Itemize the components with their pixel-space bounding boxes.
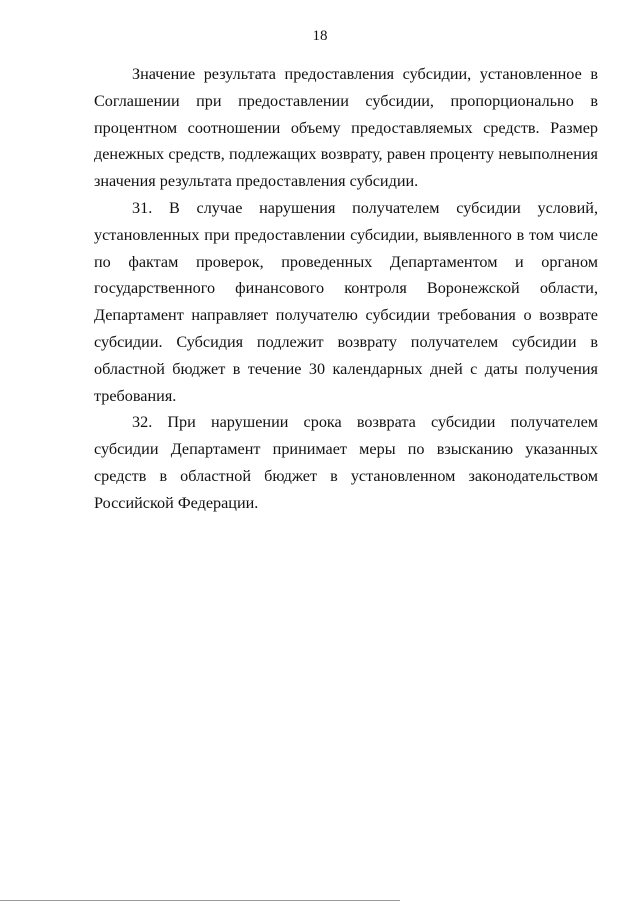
page-number: 18	[312, 28, 328, 44]
paragraph-subsidy-result-value: Значение результата предоставления субсидии, установленное в Соглашении при предоставлении субсидии, пропорционально в процентном соотношении объему предоставляемых средств. Размер денежных средств, подлежащих возврату, равен проценту невыполнения значения результата предоставления субсидии.	[94, 65, 598, 191]
paragraph-31-subsidy-return-requirement: 31. В случае нарушения получателем субсидии условий, установленных при предоставлении субсидии, выявленного в том числе по фактам проверок, проведенных Департаментом и органом государственного финансового контроля Воронежской области, Департамент направляет получателю субсидии требования о возврате субсидии. Субсидия подлежит возврату получателем субсидии в областной бюджет в течение 30 календарных дней с даты получения требования.	[94, 198, 598, 405]
paragraph-32-recovery-measures: 32. При нарушении срока возврата субсидии получателем субсидии Департамент принимает меры по взысканию указанных средств в областной бюджет в установленном законодательством Российской Федерации.	[94, 413, 598, 512]
document-body	[94, 61, 598, 517]
